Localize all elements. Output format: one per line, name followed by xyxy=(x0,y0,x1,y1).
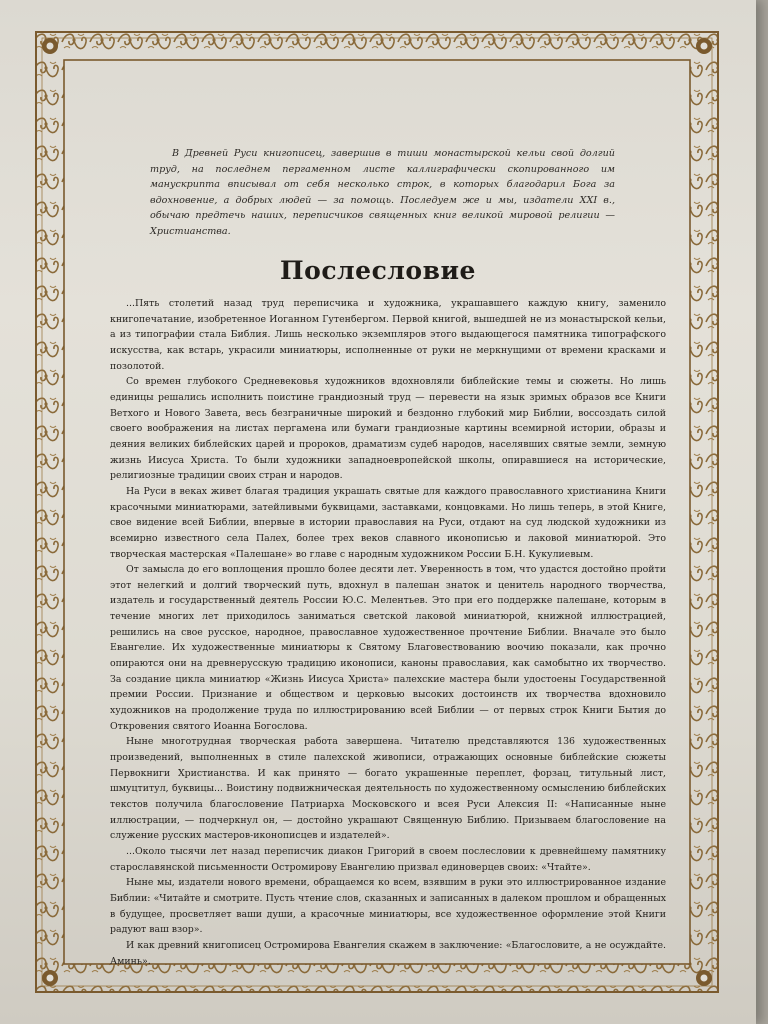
body-paragraph: Ныне мы, издатели нового времени, обращаемся ко всем, взявшим в руки это иллюстрированное издание Библии: «Читайте и смотрите. Пусть чтение слов, сказанных и записанных в далеком прошлом и обращенных в будущее, просветляет ваши души, а красочные миниатюры, все художественное оформление этой Книги радуют ваш взор». xyxy=(110,877,666,936)
body-paragraph: ...Пять столетий назад труд переписчика и художника, украшавшего каждую книгу, заменило книгопечатание, изобретенное Иоганном Гутенбергом. Первой книгой, вышедшей не из монастырской кельи, а из типографии стала Библия. Лишь несколько экземпляров этого выдающегося памятника типографского искусства, как встарь, украсили миниатюры, исполненные от руки не меркнущими от времени красками и позолотой. xyxy=(110,298,666,372)
intro-paragraph: В Древней Руси книгописец, завершив в тиши монастырской кельи свой долгий труд, на последнем пергаменном листе каллиграфически скопированного им манускрипта вписывал от себя несколько строк, в которых благодарил Бога за вдохновение, а добрых людей — за помощь. Последуем же и мы, издатели XXI в., обычаю предтечь наших, переписчиков священных книг великой мировой религии — Христианства. xyxy=(150,148,615,237)
body-paragraph: От замысла до его воплощения прошло более десяти лет. Уверенность в том, что удастся достойно пройти этот нелегкий и долгий творческий путь, вдохнул в палешан знаток и ценитель народного творчества, издатель и государственный деятель России Ю.С. Мелентьев. Это при его поддержке палешане, которым в течение многих лет приходилось заниматься светской лаковой миниатюрой, книжной иллюстрацией, решились на свое русское, народное, православное художественное прочтение Библии. Вначале это было Евангелие. Их художественные миниатюры к Святому Благовествованию воочию показали, как прочно опираются они на древнерусскую традицию иконописи, каноны православия, как самобытно их творчество. За создание цикла миниатюр «Жизнь Иисуса Христа» палехские мастера были удостоены Государственной премии России. Признание и обществом и церковью высоких достоинств их творчества вдохновило художников на продолжение труда по иллюстрированию всей Библии — от первых строк Книги Бытия до Откровения святого Иоанна Богослова. xyxy=(110,564,666,732)
body-paragraph: Со времен глубокого Средневековья художников вдохновляли библейские темы и сюжеты. Но лишь единицы решались исполнить поистине грандиозный труд — перевести на язык зримых образов все Книги Ветхого и Нового Завета, весь безграничные широкий и бездонно глубокий мир Библии, воссоздать силой своего воображения на листах пергамена или бумаги грандиозные картины всемирной истории, образы и деяния великих библейских царей и пророков, драматизм судеб народов, населявших святые земли, земную жизнь Иисуса Христа. То были художники западноевропейской школы, опиравшиеся на исторические, религиозные традиции своих стран и народов. xyxy=(110,376,666,482)
page-title: Послесловие xyxy=(280,256,476,285)
body-paragraph: И как древний книгописец Остромирова Евангелия скажем в заключение: «Благословите, а не осуждайте. Аминь». xyxy=(110,939,666,967)
body-paragraph: ...Около тысячи лет назад переписчик диакон Григорий в своем послесловии к древнейшему памятнику старославянской письменности Остромирову Евангелию призвал единоверцев своих: «Чтайте». xyxy=(110,845,666,873)
afterword-body xyxy=(110,296,666,969)
body-paragraph: Ныне многотрудная творческая работа завершена. Читателю представляются 136 художественных произведений, выполненных в стиле палехской живописи, отражающих основные библейские сюжеты Первокниги Христианства. И как принято — богато украшенные переплет, форзац, титульный лист, шмуцтитул, буквицы... Воистину подвижническая деятельность по художественному осмыслению библейских текстов получила благословение Патриарха Московского и всея Руси Алексия II: «Написанные ныне иллюстрации, — подчеркнул он, — достойно украшают Священную Библию. Призываем благословение на служение русских мастеров-иконописцев и издателей». xyxy=(110,736,666,842)
body-paragraph: На Руси в веках живет благая традиция украшать святые для каждого православного христианина Книги красочными миниатюрами, затейливыми буквицами, заставками, концовками. Но лишь теперь, в этой Книге, свое видение всей Библии, впервые в истории православия на Руси, отдают на суд людской художники из всемирно известного села Палех, более трех веков славного иконописью и лаковой миниатюрой. Это творческая мастерская «Палешане» во главе с народным художником России Б.Н. Кукулиевым. xyxy=(110,485,666,560)
